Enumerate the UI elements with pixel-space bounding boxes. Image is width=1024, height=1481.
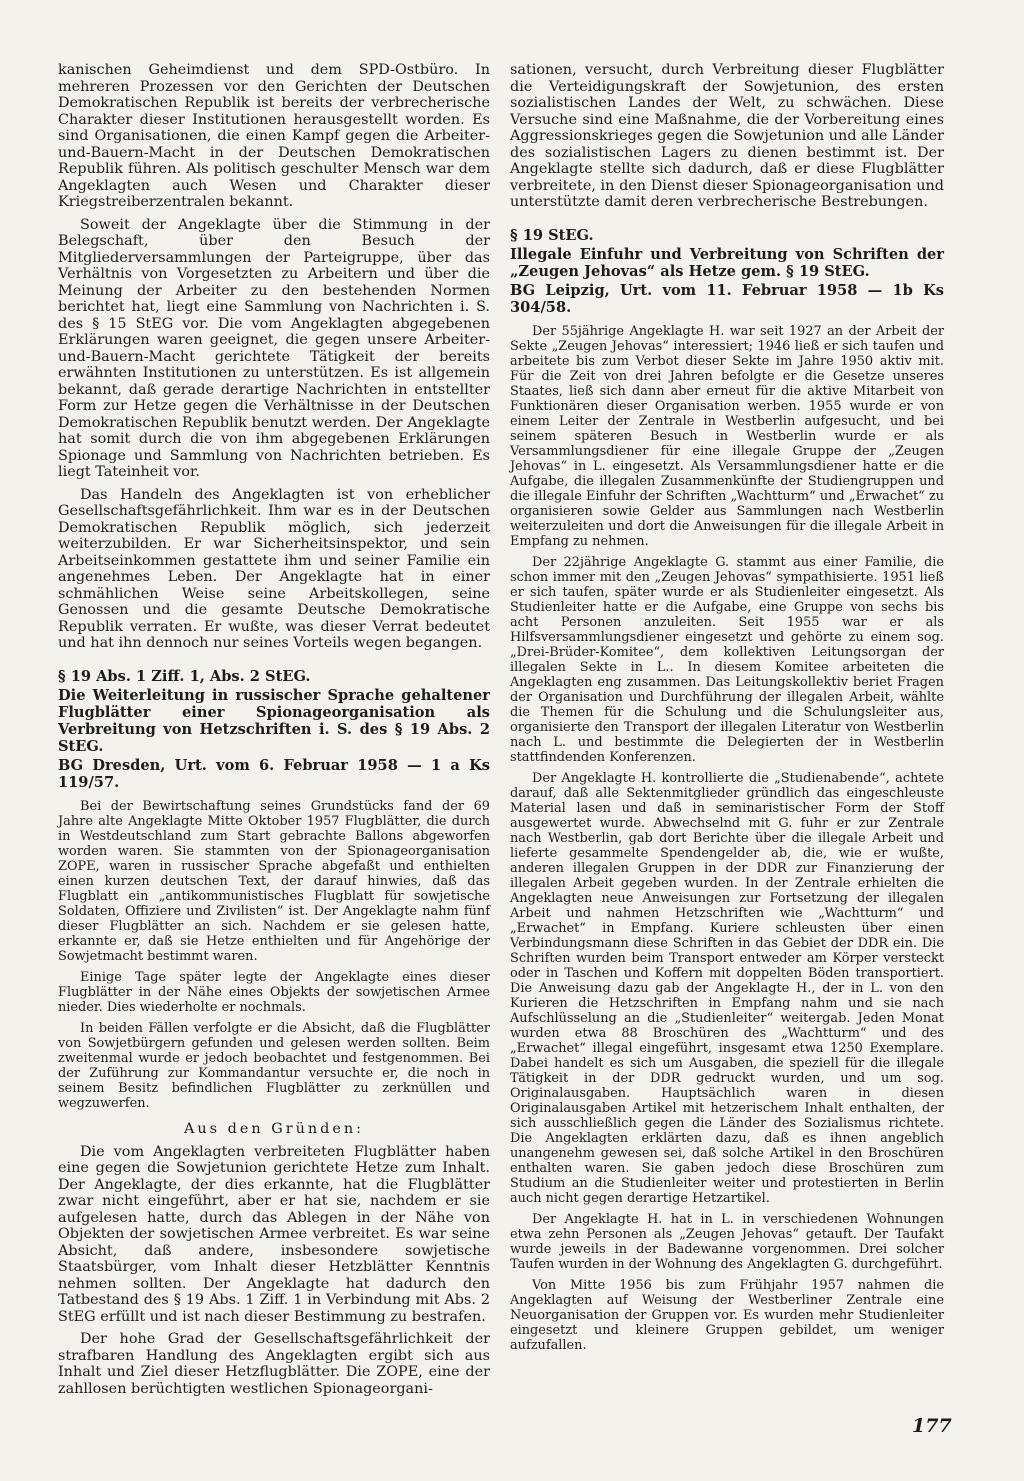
section-reference: § 19 StEG. <box>510 226 594 244</box>
paragraph: kanischen Geheimdienst und dem SPD-Ostbüro. In mehreren Prozessen vor den Gerichten der Deutschen Demokratischen Republik ist bereits der verbrecherische Charakter dieser Institutionen herausgestellt worden. Es sind Organisationen, die einen Kampf gegen die Arbeiter-und-Bauern-Macht in der Deutschen Demokratischen Republik führen. Als politisch geschulter Mensch war dem Angeklagten auch Wesen und Charakter dieser Kriegstreiberzentralen bekannt. <box>58 62 490 210</box>
right-column <box>510 62 944 1359</box>
summary-paragraph: Bei der Bewirtschaftung seines Grundstücks fand der 69 Jahre alte Angeklagte Mitte Oktober 1957 Flugblätter, die durch in Westdeutschland zum Start gebrachte Ballons abgeworfen worden waren. Sie stammten von der Spionageorganisation ZOPE, waren in russischer Sprache abgefaßt und enthielten einen kurzen deutschen Text, der darauf hinwies, daß das Flugblatt ein „antikommunistisches Flugblatt für sowjetische Soldaten, Offiziere und Zivilisten“ ist. Der Angeklagte nahm fünf dieser Flugblätter an sich. Nachdem er sie gelesen hatte, erkannte er, daß sie Hetze enthielten und für Angehörige der Sowjetmacht bestimmt waren. <box>58 798 490 964</box>
summary-paragraph: In beiden Fällen verfolgte er die Absicht, daß die Flugblätter von Sowjetbürgern gefunden und gelesen werden sollten. Beim zweitenmal wurde er jedoch beobachtet und festgenommen. Bei der Zuführung zur Kommandantur versuchte er, die noch in seinem Besitz befindlichen Flugblätter zu zerknüllen und wegzuwerfen. <box>58 1020 490 1111</box>
left-column <box>58 62 490 1403</box>
paragraph: Die vom Angeklagten verbreiteten Flugblätter haben eine gegen die Sowjetunion gerichtete Hetze zum Inhalt. Der Angeklagte, der dies erkannte, hat die Flugblätter zwar nicht eingeführt, aber er hat sie, nachdem er sie aufgelesen hatte, durch das Ablegen in der Nähe von Objekten der sowjetischen Armee verbreitet. Es war seine Absicht, daß andere, insbesondere sowjetische Staatsbürger, vom Inhalt dieser Hetzblätter Kenntnis nehmen sollten. Der Angeklagte hat dadurch den Tatbestand des § 19 Abs. 1 Ziff. 1 in Verbindung mit Abs. 2 StEG erfüllt und ist nach dieser Bestimmung zu bestrafen. <box>58 1143 490 1325</box>
summary-paragraph: Der Angeklagte H. hat in L. in verschiedenen Wohnungen etwa zehn Personen als „Zeugen Jehovas“ getauft. Der Taufakt wurde jeweils in der Badewanne vorgenommen. Drei solcher Taufen wurden in der Wohnung des Angeklagten G. durchgeführt. <box>510 1211 944 1272</box>
paragraph: sationen, versucht, durch Verbreitung dieser Flugblätter die Verteidigungskraft der Sowjetunion, des ersten sozialistischen Landes der Welt, zu schwächen. Diese Versuche sind eine Maßnahme, die der Vorbereitung eines Aggressionskrieges gegen die Sowjetunion und alle Länder des sozialistischen Lagers zu dienen bestimmt ist. Der Angeklagte stellte sich dadurch, daß er diese Flugblätter verbreitete, in den Dienst dieser Spionageorganisation und unterstützte damit deren verbrecherische Bestrebungen. <box>510 62 944 210</box>
case-title: Illegale Einfuhr und Verbreitung von Schriften der „Zeugen Jehovas“ als Hetze gem. § 19 StEG. <box>510 245 944 280</box>
summary-paragraph: Einige Tage später legte der Angeklagte eines dieser Flugblätter in der Nähe eines Objekts der sowjetischen Armee nieder. Dies wiederholte er nochmals. <box>58 969 490 1015</box>
summary-paragraph: Der 22jährige Angeklagte G. stammt aus einer Familie, die schon immer mit den „Zeugen Jehovas“ sympathisierte. 1951 ließ er sich taufen, später wurde er als Studienleiter eingesetzt. Als Studienleiter hatte er die Aufgabe, eine Gruppe von sechs bis acht Personen anzuleiten. Seit 1955 war er als Hilfsversammlungsdiener eingesetzt und gehörte zu einem sog. „Drei-Brüder-Komitee“, dem kollektiven Leitungsorgan der illegalen Sekte in L.. In diesem Komitee arbeiteten die Angeklagten eng zusammen. Das Leitungskollektiv beriet Fragen der Organisation und Durchführung der illegalen Arbeit, wählte die Themen für die Schulung und die Schulungsleiter aus, organisierte den Transport der illegalen Literatur von Westberlin nach L. und bestimmte die Delegierten der in Westberlin stattfindenden Konferenzen. <box>510 554 944 765</box>
summary-paragraph: Von Mitte 1956 bis zum Frühjahr 1957 nahmen die Angeklagten auf Weisung der Westberliner Zentrale eine Neuorganisation der Gruppen vor. Es wurden mehr Studienleiter eingesetzt und kleinere Gruppen gebildet, um weniger aufzufallen. <box>510 1277 944 1353</box>
page-number: 177 <box>912 1415 952 1437</box>
reasons-subheading: Aus den Gründen: <box>184 1120 364 1137</box>
paragraph: Der hohe Grad der Gesellschaftsgefährlichkeit der strafbaren Handlung des Angeklagten ergibt sich aus Inhalt und Ziel dieser Hetzflugblätter. Die ZOPE, eine der zahllosen berüchtigten westlichen Spionageorgani- <box>58 1331 490 1397</box>
court-citation: BG Leipzig, Urt. vom 11. Februar 1958 — 1b Ks 304/58. <box>510 281 944 316</box>
summary-paragraph: Der 55jährige Angeklagte H. war seit 1927 an der Arbeit der Sekte „Zeugen Jehovas“ interessiert; 1946 ließ er sich taufen und arbeitete bis zum Verbot dieser Sekte im Jahre 1950 aktiv mit. Für die Zeit von drei Jahren befolgte er die Gesetze unseres Staates, ließ sich dann aber erneut für die aktive Mitarbeit von Funktionären dieser Organisation werben. 1955 wurde er von einem Leiter der Zentrale in Westberlin aufgesucht, und bei seinem späteren Besuch in Westberlin wurde er als Versammlungsdiener für eine illegale Gruppe der „Zeugen Jehovas“ in L. eingesetzt. Als Versammlungsdiener hatte er die Aufgabe, die illegalen Zusammenkünfte der Studiengruppen und die illegale Einfuhr der Schriften „Wachtturm“ und „Erwachet“ zu organisieren sowie Gelder aus Sammlungen nach Westberlin weiterzuleiten und dort die Anweisungen für die illegale Arbeit in Empfang zu nehmen. <box>510 323 944 549</box>
section-reference: § 19 Abs. 1 Ziff. 1, Abs. 2 StEG. <box>58 667 311 685</box>
court-citation: BG Dresden, Urt. vom 6. Februar 1958 — 1 a Ks 119/57. <box>58 756 490 791</box>
paragraph: Das Handeln des Angeklagten ist von erheblicher Gesellschaftsgefährlichkeit. Ihm war es in der Deutschen Demokratischen Republik möglich, sich jederzeit weiterzubilden. Er war Sicherheitsinspektor, und sein Arbeitseinkommen gestattete ihm und seiner Familie ein angenehmes Leben. Der Angeklagte hat in einer schmählichen Weise seine Arbeitskollegen, seine Genossen und die gesamte Deutsche Demokratische Republik verraten. Er wußte, was dieser Verrat bedeutet und hat ihn dennoch nur seines Vorteils wegen begangen. <box>58 486 490 651</box>
summary-paragraph: Der Angeklagte H. kontrollierte die „Studienabende“, achtete darauf, daß alle Sektenmitglieder gründlich das eingeschleuste Material lasen und daß in seminaristischer Form der Stoff ausgewertet wurde. Abwechselnd mit G. fuhr er zur Zentrale nach Westberlin, gab dort Berichte über die illegale Arbeit und lieferte gesammelte Spendengelder ab, die, wie er wußte, anderen illegalen Gruppen in der DDR zur Finanzierung der illegalen Arbeit gegeben wurden. In der Zentrale erhielten die Angeklagten neue Anweisungen zur Fortsetzung der illegalen Arbeit und nahmen Hetzschriften wie „Wachtturm“ und „Erwachet“ in Empfang. Kuriere schleusten über einen Verbindungsmann diese Schriften in das Gebiet der DDR ein. Die Schriften wurden beim Transport entweder am Körper versteckt oder in Taschen und Koffern mit doppelten Böden transportiert. Die Anweisung dazu gab der Angeklagte H., der in L. von den Kurieren die Hetzschriften in Empfang nahm und sie nach Aufschlüsselung an die „Studienleiter“ weitergab. Jeden Monat wurden etwa 88 Broschüren des „Wachtturm“ und des „Erwachet“ illegal eingeführt, insgesamt etwa 1250 Exemplare. Dabei handelt es sich um Ausgaben, die speziell für die illegale Tätigkeit in der DDR gedruckt wurden, und um sog. Originalausgaben. Hauptsächlich waren in diesen Originalausgaben Artikel mit hetzerischem Inhalt enthalten, der sich ausschließlich gegen die Länder des Sozialismus richtete. Die Angeklagten erklärten dazu, daß es ihnen angeblich unangenehm gewesen sei, daß solche Artikel in den Broschüren enthalten waren. Sie gaben jedoch diese Broschüren zum Studium an die Studienleiter weiter und protestierten in Berlin auch nicht gegen derartige Hetzartikel. <box>510 770 944 1206</box>
paragraph: Soweit der Angeklagte über die Stimmung in der Belegschaft, über den Besuch der Mitgliederversammlungen der Parteigruppe, über das Verhältnis von Vorgesetzten zu Arbeitern und über die Meinung der Arbeiter zu den bestehenden Normen berichtet hat, liegt eine Sammlung von Nachrichten i. S. des § 15 StEG vor. Die vom Angeklagten abgegebenen Erklärungen waren geeignet, die gegen unsere Arbeiter-und-Bauern-Macht gerichtete Tätigkeit der bereits erwähnten Institutionen zu unterstützen. Es ist allgemein bekannt, daß gerade derartige Nachrichten in entstellter Form zur Hetze gegen die Verhältnisse in der Deutschen Demokratischen Republik benutzt werden. Der Angeklagte hat somit durch die von ihm abgegebenen Erklärungen Spionage und Sammlung von Nachrichten betrieben. Es liegt Tateinheit vor. <box>58 216 490 480</box>
case-title: Die Weiterleitung in russischer Sprache gehaltener Flugblätter einer Spionageorganisation als Verbreitung von Hetzschriften i. S. des § 19 Abs. 2 StEG. <box>58 686 490 755</box>
